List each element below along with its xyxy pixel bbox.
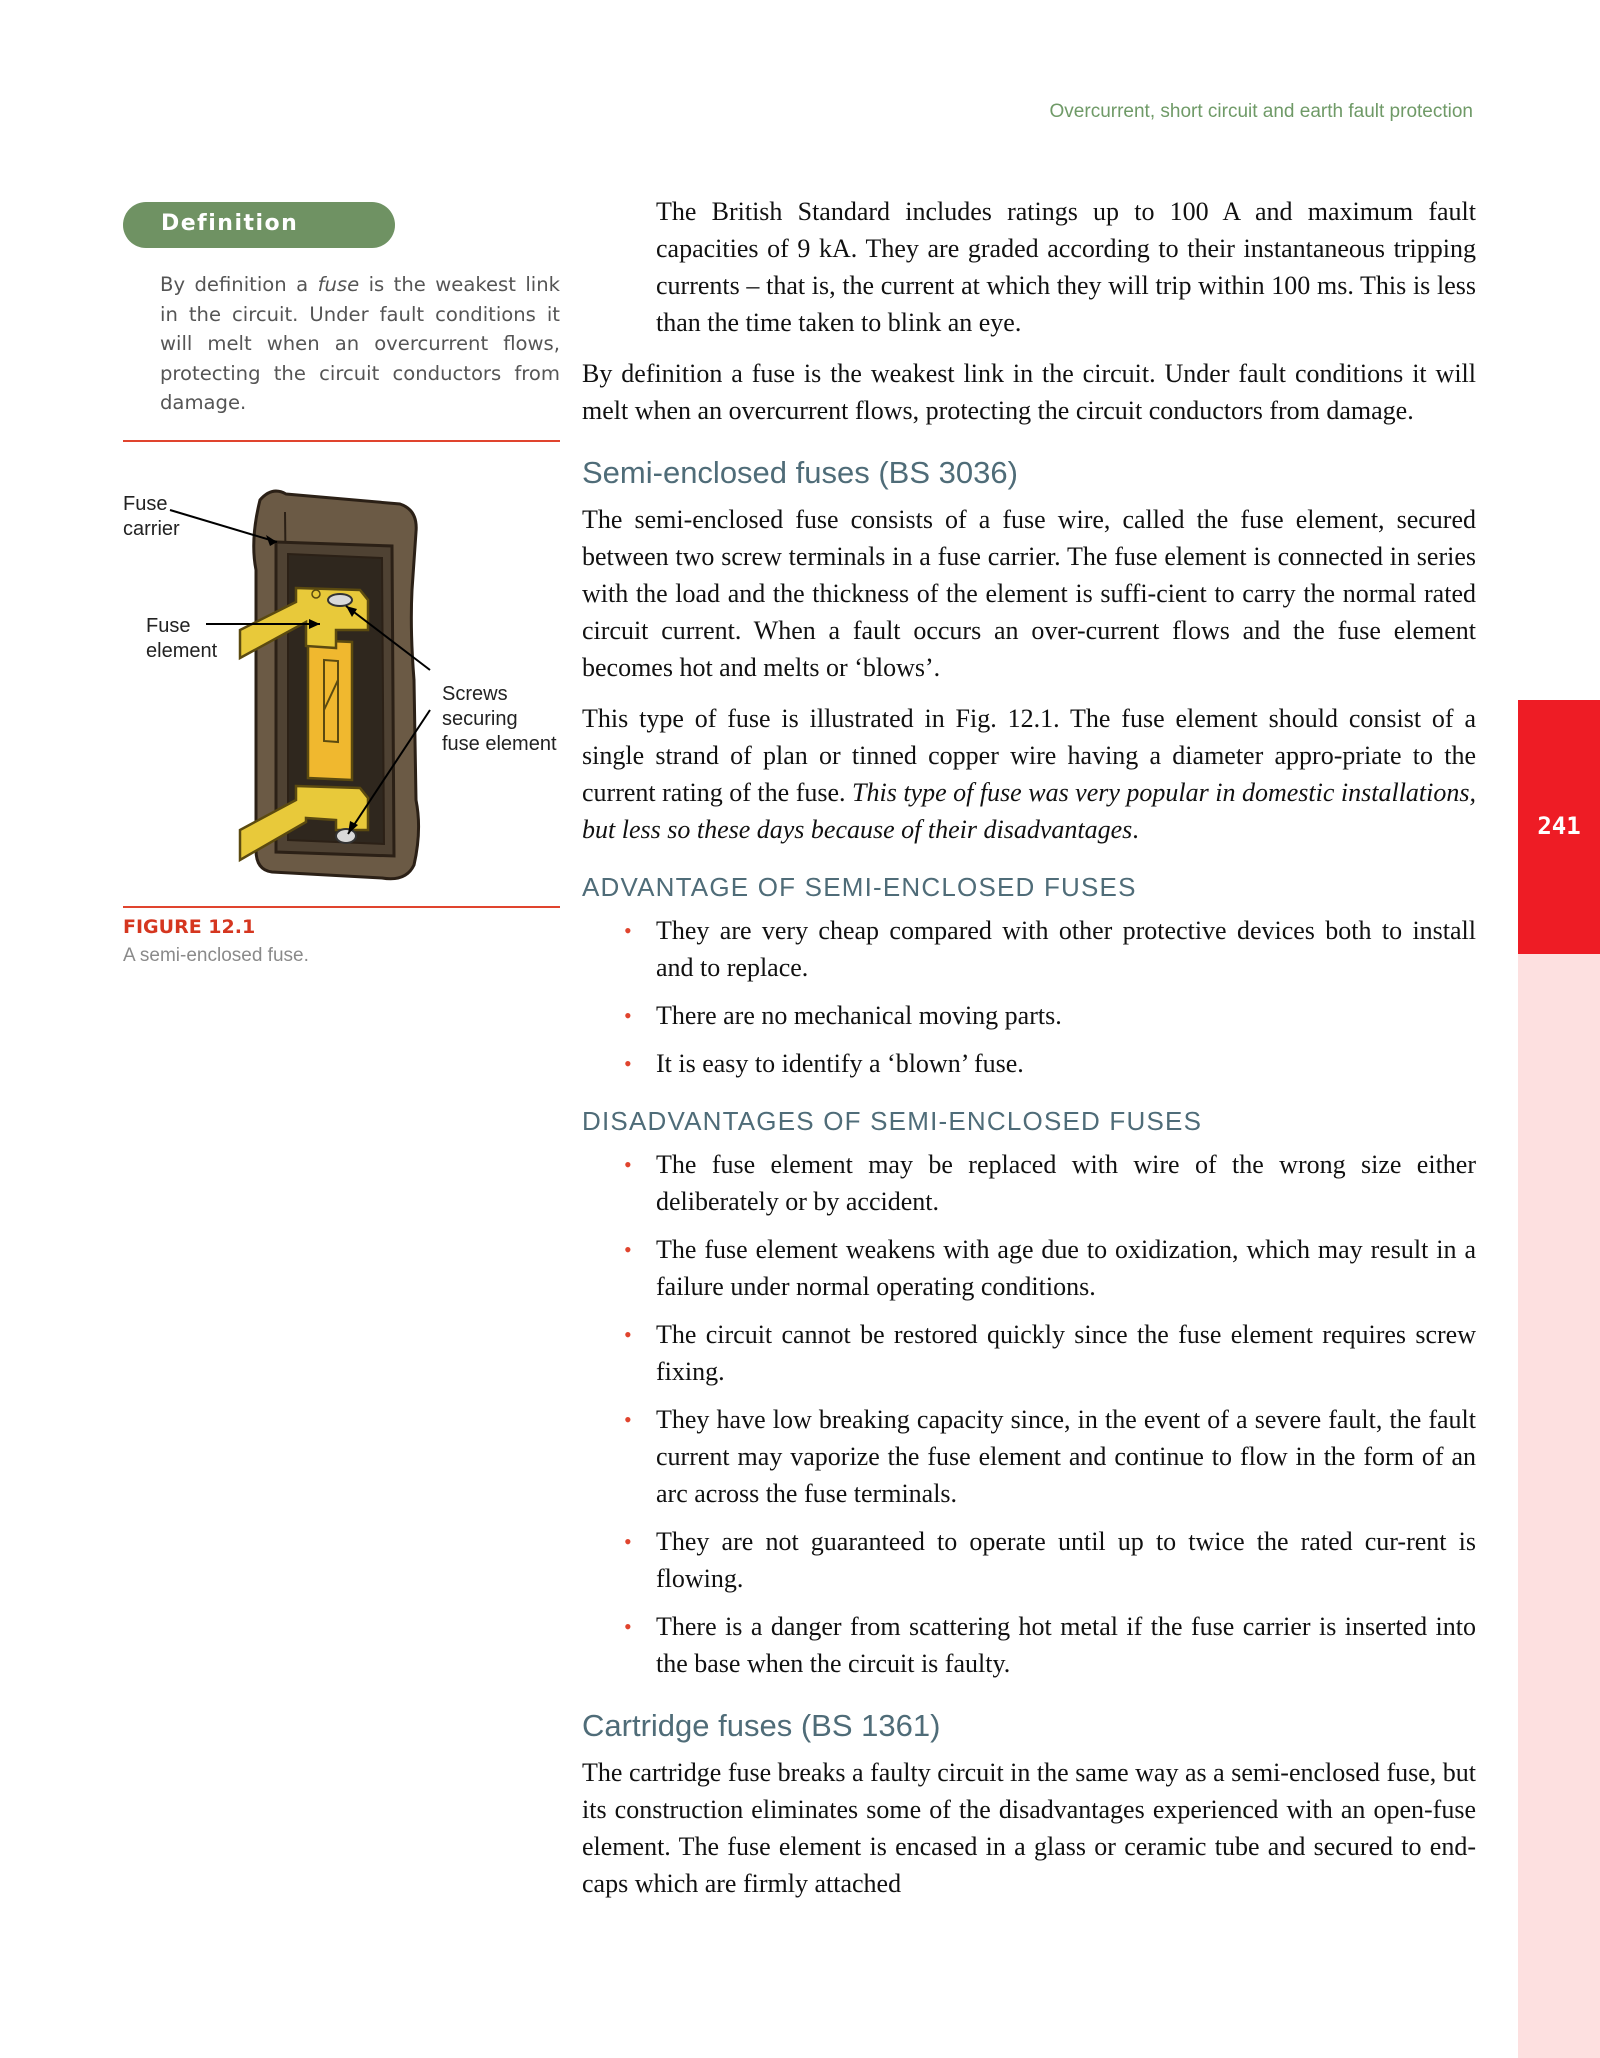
definition-divider — [123, 440, 560, 442]
label-fuse-carrier — [123, 492, 180, 542]
list-item-text: It is easy to identify a ‘blown’ fuse. — [656, 1049, 1024, 1078]
bullet-icon: • — [624, 1152, 632, 1177]
semi-enclosed-heading: Semi-enclosed fuses (BS 3036) — [582, 455, 1018, 490]
disadvantages-heading: DISADVANTAGES OF SEMI-ENCLOSED FUSES — [582, 1106, 1203, 1136]
running-head: Overcurrent, short circuit and earth fault protection — [1049, 101, 1473, 122]
bullet-icon: • — [624, 918, 632, 943]
list-item — [624, 912, 1476, 986]
list-item — [624, 1523, 1476, 1597]
definition-badge — [123, 202, 395, 248]
bullet-icon: • — [624, 1614, 632, 1639]
disadvantages-list — [582, 1146, 1476, 1682]
bullet-icon: • — [624, 1051, 632, 1076]
list-item — [624, 1146, 1476, 1220]
bullet-icon: • — [624, 1529, 632, 1554]
page-number: 241 — [1537, 812, 1581, 840]
cartridge-heading: Cartridge fuses (BS 1361) — [582, 1708, 941, 1743]
definition-text-start: By definition a — [160, 273, 318, 296]
list-item — [624, 997, 1476, 1034]
advantage-heading: ADVANTAGE OF SEMI-ENCLOSED FUSES — [582, 872, 1137, 902]
definition-term: fuse — [317, 273, 360, 296]
label-fuse-carrier-line2: carrier — [123, 518, 180, 540]
lower-screw-icon — [336, 829, 356, 843]
figure-number: FIGURE 12.1 — [123, 916, 256, 938]
list-item-text: They are not guaranteed to operate until up to twice the rated cur-rent is flowing. — [656, 1527, 1476, 1593]
label-screws — [442, 682, 557, 757]
chapter-tab-margin — [1518, 954, 1600, 2058]
figure-divider — [123, 906, 560, 908]
definition-text — [160, 270, 560, 418]
label-fuse-element — [146, 614, 217, 664]
bullet-icon: • — [624, 1237, 632, 1262]
upper-screw-icon — [328, 594, 352, 606]
semi-p2-end: . — [1132, 815, 1139, 844]
list-item — [624, 1316, 1476, 1390]
list-item — [624, 1231, 1476, 1305]
list-item-text: They have low breaking capacity since, in the event of a severe fault, the fault current may vaporize the fuse element and continue to flow in the form of an arc across the fuse terminals. — [656, 1405, 1476, 1508]
label-screws-line2: securing — [442, 708, 518, 730]
label-fuse-carrier-line1: Fuse — [123, 493, 168, 515]
semi-enclosed-paragraph-2 — [582, 700, 1476, 848]
definition-text-end: is the weakest link in the circuit. Under fault conditions it will melt when an overcurrent flows, protecting the circuit conductors from damage. — [160, 273, 560, 414]
semi-enclosed-paragraph-1: The semi-enclosed fuse consists of a fuse wire, called the fuse element, secured between two screw terminals in a fuse carrier. The fuse element is connected in series with the load and the thickness of the element is suffi-cient to carry the normal rated circuit current. When a fault occurs an over-current flows and the fuse element becomes hot and melts or ‘blows’. — [582, 505, 1476, 682]
bullet-icon: • — [624, 1407, 632, 1432]
semi-p2-italic: This type of fuse was very popular in domestic installations, but less so these days because of their disadvantages — [582, 778, 1476, 844]
list-item-text: The circuit cannot be restored quickly since the fuse element requires screw fixing. — [656, 1320, 1476, 1386]
list-item-text: There are no mechanical moving parts. — [656, 1001, 1062, 1030]
list-item-text: They are very cheap compared with other protective devices both to install and to replace. — [656, 916, 1476, 982]
bullet-icon: • — [624, 1322, 632, 1347]
cartridge-paragraph: The cartridge fuse breaks a faulty circuit in the same way as a semi-enclosed fuse, but its construction eliminates some of the disadvantages experienced with an open-fuse element. The fuse element is encased in a glass or ceramic tube and secured to end-caps which are firmly attached — [582, 1758, 1476, 1898]
advantages-list — [582, 912, 1476, 1082]
intro-paragraph: By definition a fuse is the weakest link in the circuit. Under fault conditions it will melt when an overcurrent flows, protecting the circuit conductors from damage. — [582, 359, 1476, 425]
label-fuse-element-line2: element — [146, 640, 218, 662]
list-item — [624, 1401, 1476, 1512]
figure-caption: A semi-enclosed fuse. — [123, 945, 309, 966]
bullet-icon: • — [624, 1003, 632, 1028]
list-item — [624, 1608, 1476, 1682]
label-screws-line1: Screws — [442, 683, 508, 705]
main-column — [582, 193, 1476, 1916]
list-item — [624, 1045, 1476, 1082]
list-item-text: There is a danger from scattering hot metal if the fuse carrier is inserted into the base when the circuit is faulty. — [656, 1612, 1476, 1678]
definition-heading: Definition — [161, 211, 299, 236]
figure-semi-enclosed-fuse — [110, 480, 570, 900]
intro-indented-paragraph: The British Standard includes ratings up to 100 A and maximum fault capacities of 9 kA. They are graded according to their instantaneous tripping currents – that is, the current at which they will trip within 100 ms. This is less than the time taken to blink an eye. — [656, 197, 1476, 337]
semi-p2-plain: This type of fuse is illustrated in Fig. 12.1. The fuse element should consist of a single strand of plan or tinned copper wire having a diameter appro-priate to the current rating of the fuse. — [582, 704, 1476, 807]
label-fuse-element-line1: Fuse — [146, 615, 191, 637]
list-item-text: The fuse element weakens with age due to oxidization, which may result in a failure under normal operating conditions. — [656, 1235, 1476, 1301]
label-screws-line3: fuse element — [442, 733, 557, 755]
list-item-text: The fuse element may be replaced with wire of the wrong size either deliberately or by accident. — [656, 1150, 1476, 1216]
